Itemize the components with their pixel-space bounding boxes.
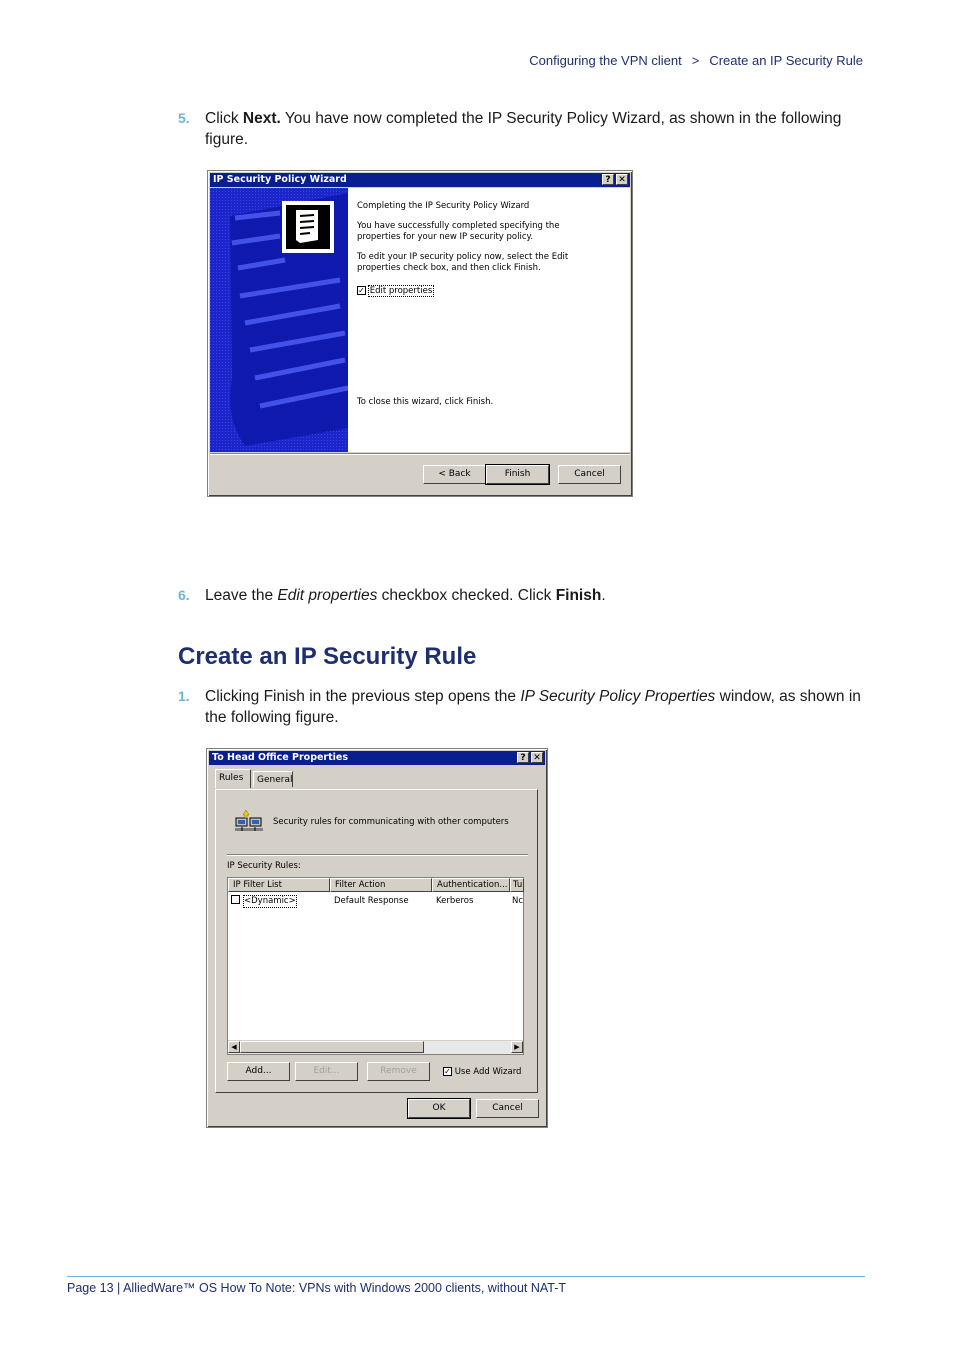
network-computers-icon [234,808,264,834]
tab-rules[interactable]: Rules [215,769,251,788]
cell-auth: Kerberos [436,896,474,906]
wizard-titlebar [210,173,630,187]
step-5 [178,108,868,150]
wizard-edit-instructions: To edit your IP security policy now, select the Edit properties check box, and then click Finish. [357,252,569,273]
step-6 [178,585,868,606]
step-bold-text: Finish [555,587,602,604]
wizard-dialog [207,170,633,497]
wizard-heading: Completing the IP Security Policy Wizard [357,201,530,211]
wizard-closing-text: To close this wizard, click Finish. [357,397,494,407]
step-number: 6. [178,587,190,603]
properties-titlebar [209,751,545,765]
step-text [205,686,868,728]
edit-properties-option[interactable] [357,286,433,297]
step-text-part: . [601,587,606,604]
cell-filter: <Dynamic> [244,896,296,906]
properties-title: To Head Office Properties [212,752,349,763]
step-number: 1. [178,688,190,704]
wizard-banner-image [210,188,348,452]
ok-button[interactable]: OK [408,1099,470,1118]
help-icon[interactable]: ? [602,174,614,185]
cell-action: Default Response [334,896,409,906]
properties-dialog [206,748,548,1128]
step-text [205,585,868,606]
help-icon[interactable]: ? [517,752,529,763]
column-header-filter-action[interactable]: Filter Action [330,878,432,892]
column-header-authentication[interactable]: Authentication... [432,878,510,892]
rule-enable-checkbox[interactable] [231,895,240,904]
remove-button[interactable]: Remove [367,1062,430,1081]
wizard-banner-graphic [210,188,348,452]
rules-divider [227,854,528,856]
close-icon[interactable]: ✕ [531,752,543,763]
horizontal-scrollbar[interactable] [228,1040,523,1054]
use-add-wizard-checkbox[interactable]: ✓ [444,1067,451,1076]
cell-tunnel: Nc [512,896,524,906]
footer-rule [67,1276,865,1277]
wizard-divider [210,453,630,455]
step-italic-text: Edit properties [277,587,378,604]
column-header-tunnel[interactable]: Tu [510,878,524,892]
step-text-part: Click [205,110,243,127]
step-bold-text: Next. [242,110,281,127]
rules-description: Security rules for communicating with other computers [273,817,509,827]
scrollbar-thumb[interactable] [240,1041,424,1053]
step-italic-text: IP Security Policy Properties [520,688,716,705]
step-text-part: Clicking Finish in the previous step opens the [205,688,521,705]
step-1 [178,686,868,728]
section-title: Create an IP Security Rule [178,643,477,670]
step-text-part: checkbox checked. Click [377,587,556,604]
back-button[interactable]: < Back [423,465,486,484]
step-text-part: window, as shown in the following figure. [205,688,861,726]
column-header-ip-filter-list[interactable]: IP Filter List [228,878,330,892]
breadcrumb-item-vpn-client: Configuring the VPN client [529,53,682,68]
breadcrumb-separator: > [691,53,700,68]
step-text-part: You have now completed the IP Security Policy Wizard, as shown in the following figure. [205,110,842,148]
wizard-success-text: You have successfully completed specifying the properties for your new IP security policy. [357,221,560,242]
breadcrumb [529,53,863,68]
close-icon[interactable]: ✕ [616,174,628,185]
breadcrumb-item-current: Create an IP Security Rule [709,53,863,68]
edit-button[interactable]: Edit... [295,1062,358,1081]
edit-properties-checkbox[interactable]: ✓ [358,286,365,295]
cancel-button[interactable]: Cancel [476,1099,539,1118]
rules-table[interactable] [227,877,524,1055]
finish-button[interactable]: Finish [486,465,549,484]
rules-list-label: IP Security Rules: [227,861,301,871]
step-text-part: Leave the [205,587,278,604]
row-checkbox[interactable] [231,895,240,906]
step-number: 5. [178,110,190,126]
page-footer: Page 13 | AlliedWare™ OS How To Note: VPNs with Windows 2000 clients, without NAT-T [67,1281,567,1295]
tab-general[interactable]: General [253,771,293,787]
wizard-title: IP Security Policy Wizard [213,174,347,185]
step-text [205,108,868,150]
edit-properties-label[interactable]: Edit properties [369,286,433,296]
scroll-left-arrow-icon[interactable]: ◀ [228,1041,240,1053]
scroll-right-arrow-icon[interactable]: ▶ [511,1041,523,1053]
use-add-wizard-option[interactable] [443,1067,521,1077]
wizard-content [348,188,630,452]
cancel-button[interactable]: Cancel [558,465,621,484]
use-add-wizard-label[interactable]: Use Add Wizard [454,1067,522,1077]
add-button[interactable]: Add... [227,1062,290,1081]
